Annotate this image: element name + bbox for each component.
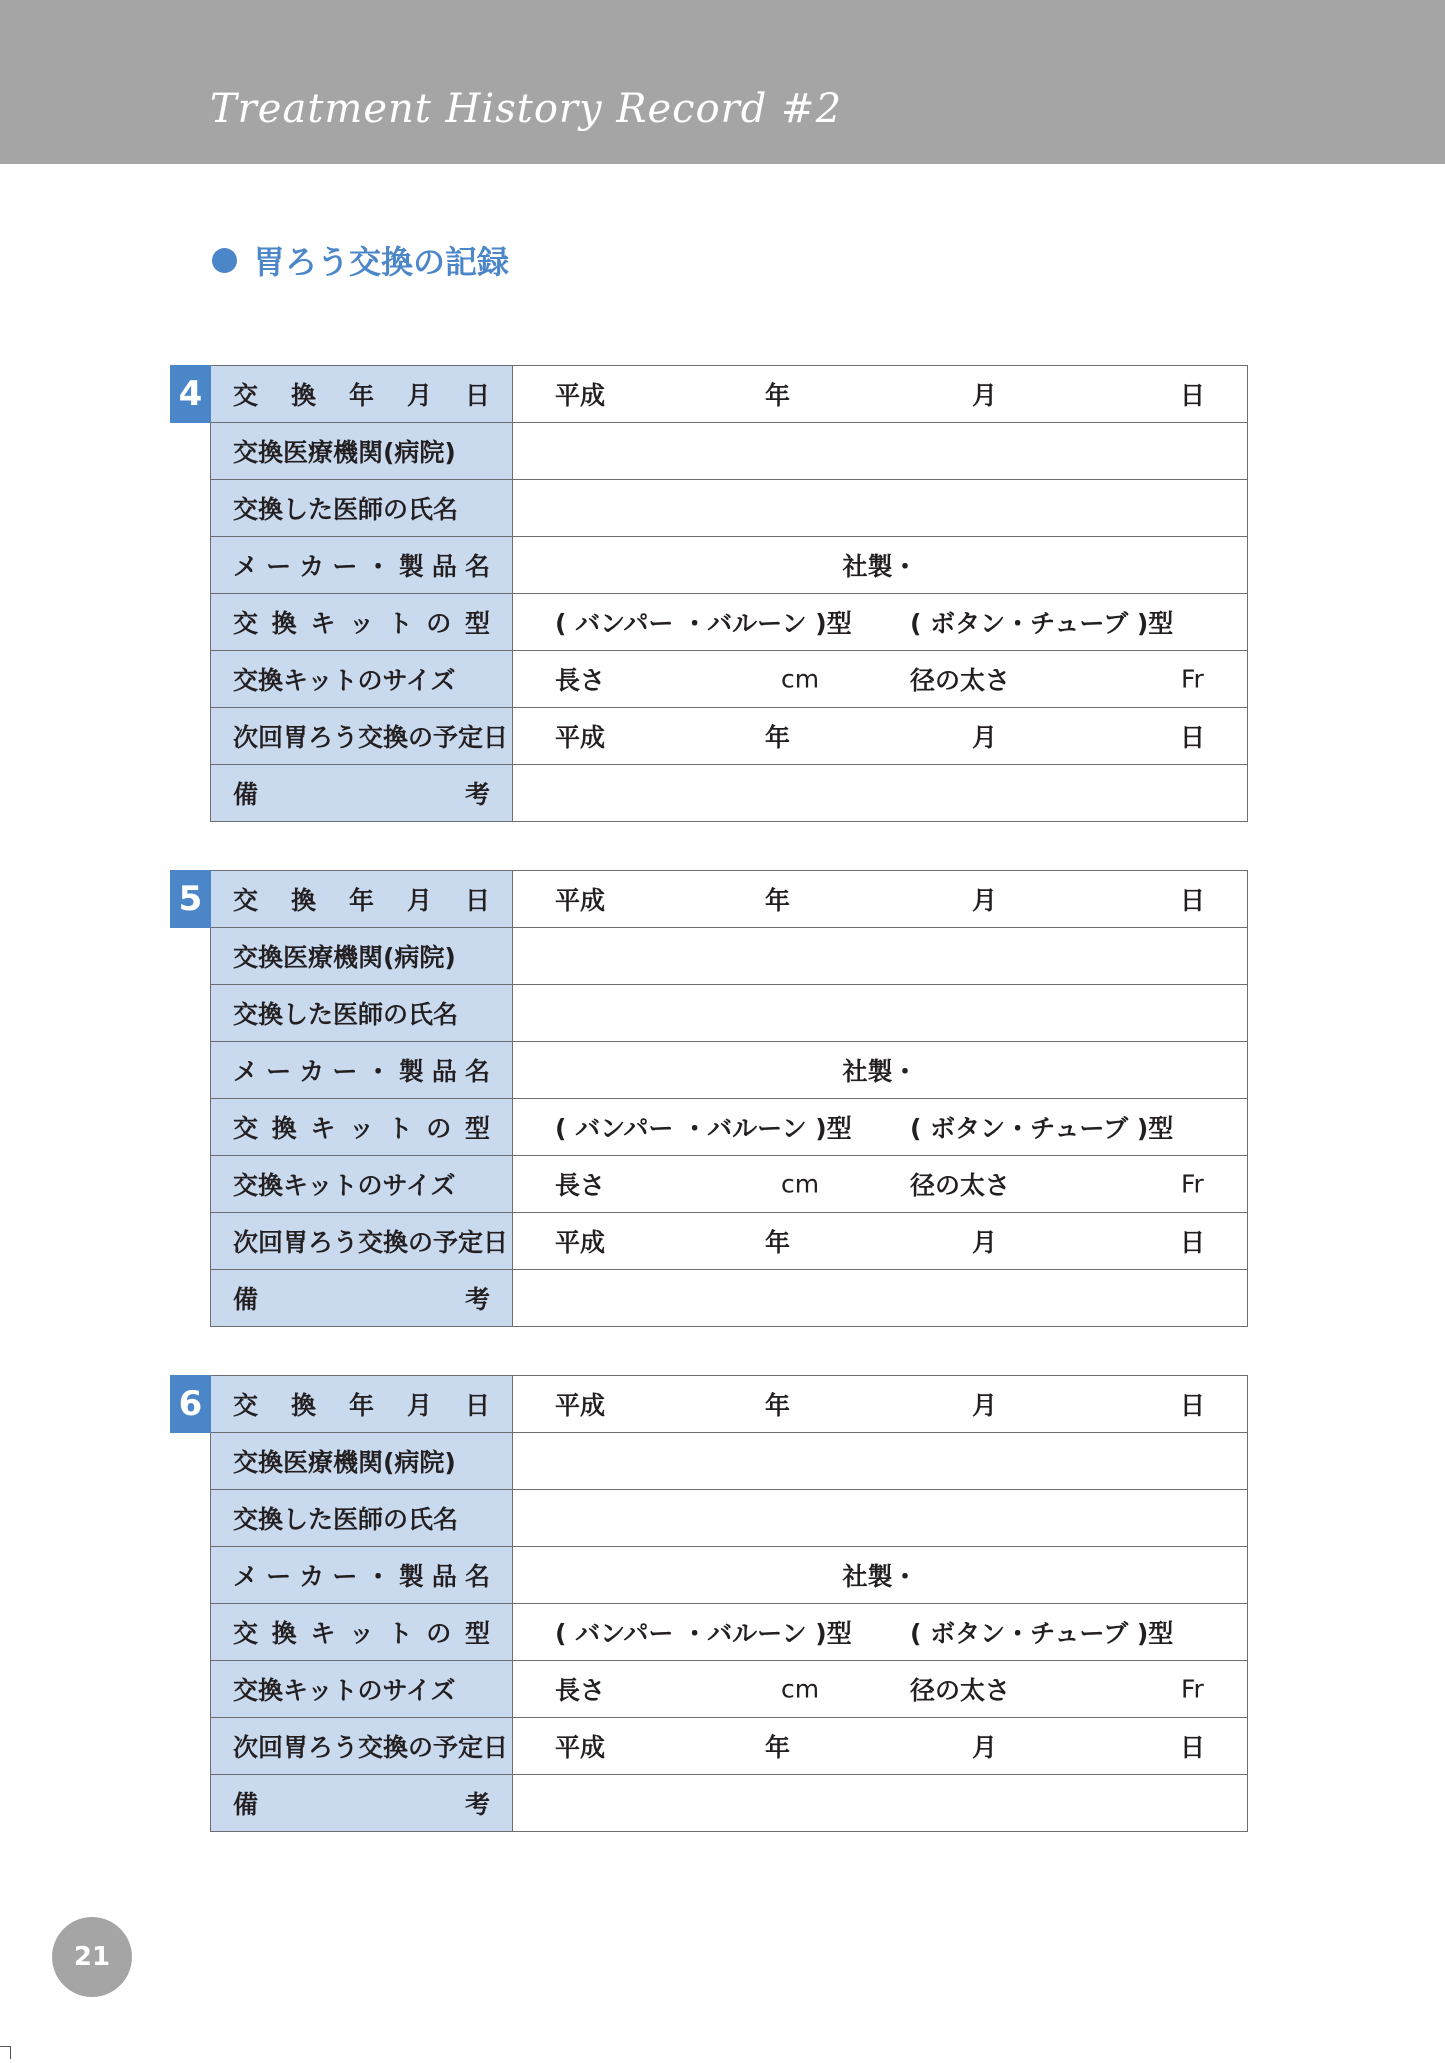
record-table	[210, 870, 1248, 1327]
row-exchange-date	[211, 366, 1248, 423]
field-doctor[interactable]	[513, 1490, 1248, 1547]
row-remarks	[211, 765, 1248, 822]
exchange-day-unit: 日	[1180, 886, 1206, 915]
label-char: 換	[290, 1391, 316, 1420]
label-kit-type	[211, 594, 513, 651]
kit-type-option-a[interactable]: ( バンパー ・バルーン )型	[555, 609, 852, 638]
exchange-year-unit: 年	[765, 381, 791, 410]
label-char: カ	[299, 1057, 325, 1086]
kit-type-option-a[interactable]: ( バンパー ・バルーン )型	[555, 1619, 852, 1648]
label-char: 品	[431, 1057, 457, 1086]
row-exchange-date	[211, 871, 1248, 928]
field-exchange-date[interactable]	[513, 1376, 1248, 1433]
next-era: 平成	[555, 1228, 606, 1257]
label-char: キ	[310, 1114, 336, 1143]
length-label: 長さ	[555, 1171, 606, 1200]
label-char: 型	[464, 609, 490, 638]
record-table	[210, 365, 1248, 822]
label-maker	[211, 1547, 513, 1604]
kit-type-option-a[interactable]: ( バンパー ・バルーン )型	[555, 1114, 852, 1143]
row-hospital	[211, 1433, 1248, 1490]
label-exchange-date	[211, 871, 513, 928]
label-maker	[211, 537, 513, 594]
exchange-era: 平成	[555, 381, 606, 410]
field-next-date[interactable]	[513, 1213, 1248, 1270]
row-doctor	[211, 985, 1248, 1042]
label-char: 考	[464, 1790, 490, 1819]
field-remarks[interactable]	[513, 1270, 1248, 1327]
length-label: 長さ	[555, 666, 606, 695]
field-kit-type[interactable]	[513, 1099, 1248, 1156]
maker-text: 社製・	[842, 552, 918, 581]
maker-text: 社製・	[842, 1562, 918, 1591]
label-char: 換	[271, 609, 297, 638]
label-char: 月	[406, 1391, 432, 1420]
row-kit-type	[211, 594, 1248, 651]
field-remarks[interactable]	[513, 765, 1248, 822]
label-doctor: 交換した医師の氏名	[211, 1490, 513, 1547]
row-kit-type	[211, 1099, 1248, 1156]
field-kit-type[interactable]	[513, 1604, 1248, 1661]
label-char: ー	[332, 1562, 358, 1591]
label-kit-size: 交換キットのサイズ	[211, 1156, 513, 1213]
label-char: 製	[398, 1057, 424, 1086]
label-char: ッ	[348, 1619, 374, 1648]
fr-unit: Fr	[1181, 1674, 1204, 1704]
label-hospital: 交換医療機関(病院)	[211, 928, 513, 985]
label-char: 年	[348, 1391, 374, 1420]
row-doctor	[211, 1490, 1248, 1547]
label-char: の	[426, 609, 452, 638]
exchange-year-unit: 年	[765, 886, 791, 915]
label-char: ト	[387, 1619, 413, 1648]
next-month-unit: 月	[972, 723, 998, 752]
field-hospital[interactable]	[513, 1433, 1248, 1490]
label-kit-size: 交換キットのサイズ	[211, 1661, 513, 1718]
label-char: 名	[464, 1562, 490, 1591]
section-title: 胃ろう交換の記録	[253, 243, 510, 281]
label-char: 備	[233, 780, 259, 809]
label-char: 製	[398, 552, 424, 581]
record-number: 5	[170, 870, 211, 928]
label-char: 名	[464, 552, 490, 581]
label-char: 製	[398, 1562, 424, 1591]
exchange-era: 平成	[555, 1391, 606, 1420]
cm-unit: cm	[781, 664, 820, 694]
row-kit-size	[211, 1156, 1248, 1213]
record-block	[178, 365, 1248, 822]
length-label: 長さ	[555, 1676, 606, 1705]
label-char: 交	[233, 1114, 259, 1143]
field-kit-size[interactable]	[513, 1661, 1248, 1718]
label-char: ッ	[348, 1114, 374, 1143]
label-char: 品	[431, 1562, 457, 1591]
label-next-date: 次回胃ろう交換の予定日	[211, 708, 513, 765]
label-char: ー	[266, 1562, 292, 1591]
label-doctor: 交換した医師の氏名	[211, 985, 513, 1042]
label-char: ー	[332, 1057, 358, 1086]
label-next-date: 次回胃ろう交換の予定日	[211, 1213, 513, 1270]
label-char: メ	[233, 552, 259, 581]
row-hospital	[211, 423, 1248, 480]
label-char: ・	[365, 1057, 391, 1086]
label-exchange-date	[211, 366, 513, 423]
next-year-unit: 年	[765, 1733, 791, 1762]
row-maker	[211, 1547, 1248, 1604]
label-exchange-date	[211, 1376, 513, 1433]
label-char: 日	[464, 381, 490, 410]
label-char: 換	[290, 886, 316, 915]
row-kit-size	[211, 1661, 1248, 1718]
page-number: 21	[52, 1917, 132, 1997]
label-char: の	[426, 1619, 452, 1648]
field-kit-type[interactable]	[513, 594, 1248, 651]
exchange-month-unit: 月	[972, 1391, 998, 1420]
field-kit-size[interactable]	[513, 1156, 1248, 1213]
next-era: 平成	[555, 723, 606, 752]
label-remarks	[211, 1775, 513, 1832]
label-char: ・	[365, 1562, 391, 1591]
crop-mark	[0, 2046, 11, 2059]
record-table	[210, 1375, 1248, 1832]
record-number: 6	[170, 1375, 211, 1433]
label-doctor: 交換した医師の氏名	[211, 480, 513, 537]
row-hospital	[211, 928, 1248, 985]
row-next-date	[211, 1718, 1248, 1775]
label-kit-type	[211, 1604, 513, 1661]
maker-text: 社製・	[842, 1057, 918, 1086]
label-char: キ	[310, 609, 336, 638]
label-char: 交	[233, 609, 259, 638]
bullet-icon	[212, 248, 237, 273]
cm-unit: cm	[781, 1169, 820, 1199]
label-char: ッ	[348, 609, 374, 638]
next-year-unit: 年	[765, 723, 791, 752]
label-char: 型	[464, 1114, 490, 1143]
row-next-date	[211, 708, 1248, 765]
label-char: 月	[406, 381, 432, 410]
label-char: 日	[464, 1391, 490, 1420]
field-kit-size[interactable]	[513, 651, 1248, 708]
label-char: ー	[332, 552, 358, 581]
label-char: 考	[464, 780, 490, 809]
record-number: 4	[170, 365, 211, 423]
row-doctor	[211, 480, 1248, 537]
page-header-title: Treatment History Record #2	[210, 86, 843, 132]
fr-unit: Fr	[1181, 664, 1204, 694]
label-char: カ	[299, 1562, 325, 1591]
kit-type-option-b[interactable]: ( ボタン・チューブ )型	[910, 1114, 1174, 1143]
label-char: ト	[387, 1114, 413, 1143]
label-kit-type	[211, 1099, 513, 1156]
label-char: ー	[266, 1057, 292, 1086]
label-char: 交	[233, 886, 259, 915]
label-remarks	[211, 1270, 513, 1327]
section-heading	[212, 238, 509, 282]
label-char: 交	[233, 1619, 259, 1648]
label-char: 交	[233, 381, 259, 410]
next-day-unit: 日	[1180, 723, 1206, 752]
field-maker[interactable]	[513, 1042, 1248, 1099]
field-maker[interactable]	[513, 1547, 1248, 1604]
row-next-date	[211, 1213, 1248, 1270]
field-exchange-date[interactable]	[513, 366, 1248, 423]
exchange-year-unit: 年	[765, 1391, 791, 1420]
label-maker	[211, 1042, 513, 1099]
header-band	[0, 0, 1445, 164]
exchange-day-unit: 日	[1180, 1391, 1206, 1420]
cm-unit: cm	[781, 1674, 820, 1704]
next-month-unit: 月	[972, 1228, 998, 1257]
row-exchange-date	[211, 1376, 1248, 1433]
record-block	[178, 1375, 1248, 1832]
row-remarks	[211, 1775, 1248, 1832]
label-char: 換	[271, 1114, 297, 1143]
field-doctor[interactable]	[513, 480, 1248, 537]
label-char: の	[426, 1114, 452, 1143]
field-next-date[interactable]	[513, 708, 1248, 765]
kit-type-option-b[interactable]: ( ボタン・チューブ )型	[910, 1619, 1174, 1648]
kit-type-option-b[interactable]: ( ボタン・チューブ )型	[910, 609, 1174, 638]
label-char: キ	[310, 1619, 336, 1648]
next-era: 平成	[555, 1733, 606, 1762]
label-char: ト	[387, 609, 413, 638]
row-maker	[211, 1042, 1248, 1099]
label-char: 日	[464, 886, 490, 915]
label-char: 型	[464, 1619, 490, 1648]
diameter-label: 径の太さ	[910, 1676, 1011, 1705]
label-char: ・	[365, 552, 391, 581]
row-kit-size	[211, 651, 1248, 708]
row-kit-type	[211, 1604, 1248, 1661]
field-exchange-date[interactable]	[513, 871, 1248, 928]
next-month-unit: 月	[972, 1733, 998, 1762]
field-remarks[interactable]	[513, 1775, 1248, 1832]
label-char: 考	[464, 1285, 490, 1314]
label-kit-size: 交換キットのサイズ	[211, 651, 513, 708]
record-block	[178, 870, 1248, 1327]
next-day-unit: 日	[1180, 1733, 1206, 1762]
row-maker	[211, 537, 1248, 594]
label-char: 交	[233, 1391, 259, 1420]
field-maker[interactable]	[513, 537, 1248, 594]
label-char: 備	[233, 1790, 259, 1819]
diameter-label: 径の太さ	[910, 666, 1011, 695]
field-doctor[interactable]	[513, 985, 1248, 1042]
label-hospital: 交換医療機関(病院)	[211, 423, 513, 480]
label-hospital: 交換医療機関(病院)	[211, 1433, 513, 1490]
exchange-era: 平成	[555, 886, 606, 915]
label-char: メ	[233, 1562, 259, 1591]
exchange-month-unit: 月	[972, 381, 998, 410]
label-char: 換	[271, 1619, 297, 1648]
exchange-day-unit: 日	[1180, 381, 1206, 410]
exchange-month-unit: 月	[972, 886, 998, 915]
label-char: 年	[348, 886, 374, 915]
label-char: 月	[406, 886, 432, 915]
field-next-date[interactable]	[513, 1718, 1248, 1775]
label-char: 品	[431, 552, 457, 581]
label-char: ー	[266, 552, 292, 581]
field-hospital[interactable]	[513, 423, 1248, 480]
next-year-unit: 年	[765, 1228, 791, 1257]
row-remarks	[211, 1270, 1248, 1327]
label-char: メ	[233, 1057, 259, 1086]
label-remarks	[211, 765, 513, 822]
field-hospital[interactable]	[513, 928, 1248, 985]
label-char: 年	[348, 381, 374, 410]
label-next-date: 次回胃ろう交換の予定日	[211, 1718, 513, 1775]
fr-unit: Fr	[1181, 1169, 1204, 1199]
label-char: 名	[464, 1057, 490, 1086]
label-char: 備	[233, 1285, 259, 1314]
label-char: カ	[299, 552, 325, 581]
next-day-unit: 日	[1180, 1228, 1206, 1257]
diameter-label: 径の太さ	[910, 1171, 1011, 1200]
label-char: 換	[290, 381, 316, 410]
